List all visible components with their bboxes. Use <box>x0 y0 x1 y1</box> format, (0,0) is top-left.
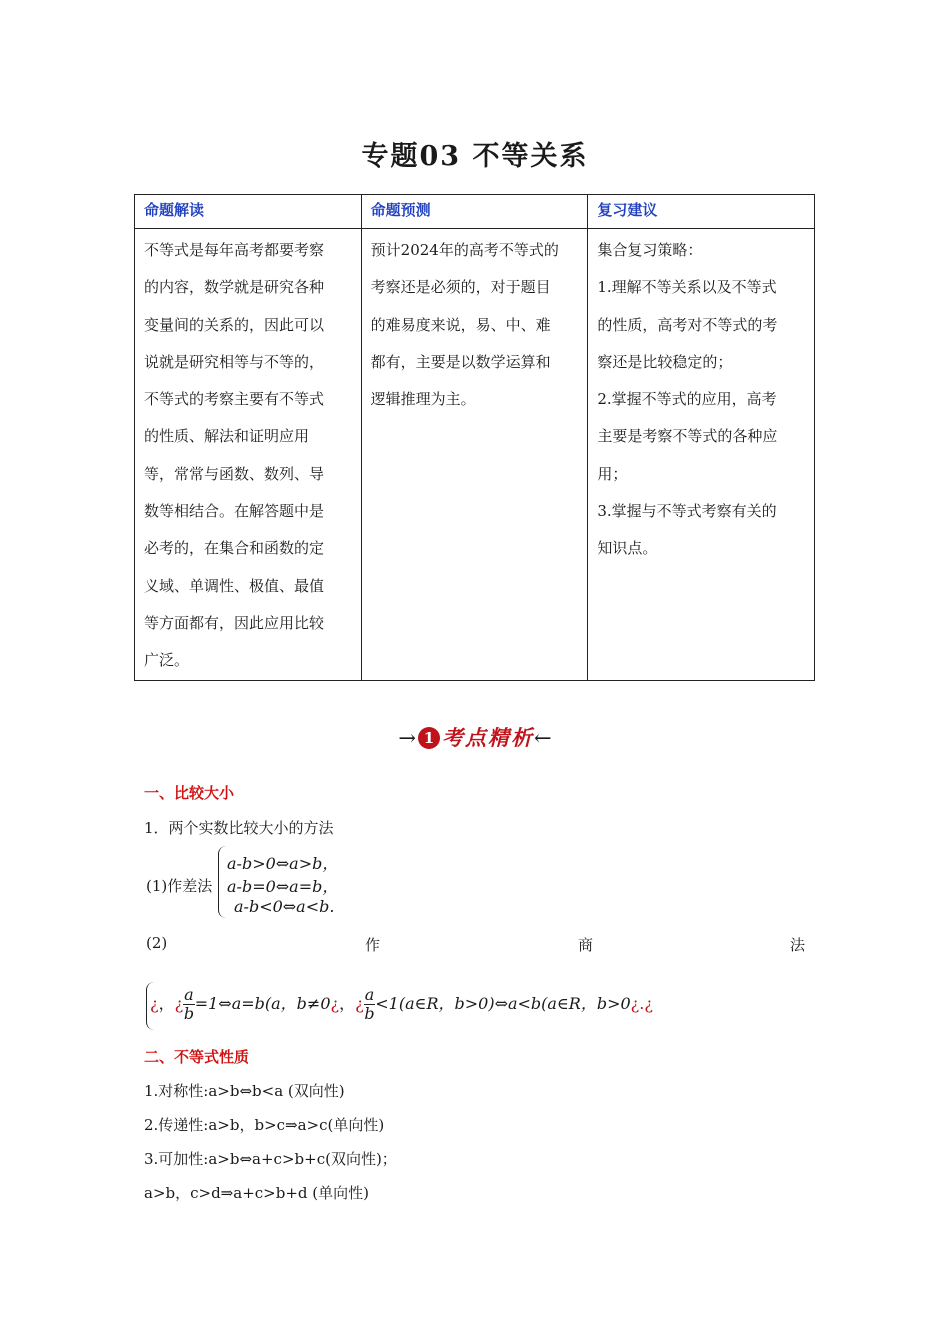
quotient-label-part: 法 <box>790 936 806 954</box>
cell-line: 的难易度来说，易、中、难 <box>370 315 551 334</box>
left-arrow-icon: ← <box>534 726 552 750</box>
cell-line: 不等式的考察主要有不等式 <box>144 390 325 409</box>
cell-line: 集合复习策略： <box>597 241 703 259</box>
cell-line: 用； <box>597 464 628 483</box>
header-review-advice: 复习建议 <box>588 195 815 229</box>
cell-interpretation <box>135 229 362 681</box>
difference-case-1 <box>227 851 338 874</box>
page-title: 专题03 不等关系 <box>361 141 589 172</box>
formula-text: a-b<0⇔a<b. <box>234 897 335 916</box>
overview-table <box>134 194 815 681</box>
cell-line: 的性质、解法和证明应用 <box>144 427 310 446</box>
property-symmetry: 1.对称性:a>b⇔b<a (双向性) <box>144 1082 345 1100</box>
difference-method-label: (1)作差法 <box>146 877 213 895</box>
cell-line: 察还是比较稳定的； <box>597 352 733 371</box>
cell-line: 等方面都有，因此应用比较 <box>144 613 325 632</box>
fraction-denominator: b <box>183 1004 195 1023</box>
cell-review-advice <box>588 229 815 681</box>
formula-end: .¿ <box>639 994 653 1013</box>
cell-prediction <box>361 229 588 681</box>
difference-case-3 <box>234 897 334 916</box>
cell-line: 都有，主要是以数学运算和 <box>370 352 551 371</box>
cell-line: 3.掌握与不等式考察有关的 <box>597 502 777 521</box>
number-badge: 1 <box>418 727 440 749</box>
quotient-label-part: (2) <box>146 934 168 952</box>
cell-line: 必考的，在集合和函数的定 <box>144 539 325 558</box>
fraction-numerator: a <box>184 985 194 1004</box>
cell-line: 预计2024年的高考不等式的 <box>370 241 559 259</box>
formula-text: =1⇔a=b(a，b≠0 <box>194 994 331 1013</box>
formula-text: a-b>0⇔a>b， <box>227 854 339 873</box>
difference-case-2 <box>227 874 338 897</box>
placeholder-glyph: ¿ <box>630 994 640 1013</box>
cell-line: 知识点。 <box>597 539 658 558</box>
method-intro: 1．两个实数比较大小的方法 <box>144 819 334 837</box>
quotient-label-part: 商 <box>578 936 594 954</box>
cell-line: 考察还是必须的，对于题目 <box>370 278 551 297</box>
cell-line: 2.掌握不等式的应用，高考 <box>597 390 777 409</box>
separator: ， <box>158 994 175 1013</box>
cell-line: 数等相结合。在解答题中是 <box>144 502 325 521</box>
cell-line: 不等式是每年高考都要考察 <box>144 241 325 259</box>
property-additivity: 3.可加性:a>b⇔a+c>b+c(双向性)； <box>144 1150 397 1168</box>
quotient-label-part: 作 <box>365 936 381 954</box>
cell-line: 逻辑推理为主。 <box>370 390 476 409</box>
header-interpretation: 命题解读 <box>135 195 362 229</box>
section-heading-properties: 二、不等式性质 <box>144 1048 250 1066</box>
cell-line: 1.理解不等关系以及不等式 <box>597 278 777 297</box>
formula-text: <1(a∈R，b>0)⇔a<b(a∈R，b>0 <box>375 994 631 1013</box>
placeholder-glyph: ¿ <box>330 994 340 1013</box>
fraction <box>183 986 195 1023</box>
quotient-formula <box>150 986 653 1023</box>
property-transitivity: 2.传递性:a>b，b>c⇒a>c(单向性) <box>144 1116 385 1134</box>
placeholder-glyph: ¿ <box>174 994 184 1013</box>
cell-line: 的性质，高考对不等式的考 <box>597 315 778 334</box>
right-arrow-icon: → <box>398 726 416 750</box>
fraction <box>364 986 376 1023</box>
property-additivity-2: a>b，c>d⇒a+c>b+d (单向性) <box>144 1184 369 1202</box>
header-prediction: 命题预测 <box>361 195 588 229</box>
cell-line: 义域、单调性、极值、最值 <box>144 576 325 595</box>
cell-line: 主要是考察不等式的各种应 <box>597 427 778 446</box>
section-banner <box>0 722 950 752</box>
fraction-denominator: b <box>364 1004 375 1023</box>
separator: ， <box>339 994 356 1013</box>
section-heading-compare: 一、比较大小 <box>144 784 235 802</box>
formula-text: a-b=0⇔a=b， <box>227 877 339 896</box>
banner-text: 考点精析 <box>442 725 534 750</box>
cell-line: 说就是研究相等与不等的， <box>144 352 325 371</box>
cell-line: 变量间的关系的，因此可以 <box>144 315 325 334</box>
placeholder-glyph: ¿ <box>150 994 159 1013</box>
cell-line: 等，常常与函数、数列、导 <box>144 464 325 483</box>
cell-line: 的内容，数学就是研究各种 <box>144 278 325 297</box>
cell-line: 广泛。 <box>144 651 190 670</box>
placeholder-glyph: ¿ <box>355 994 364 1013</box>
fraction-numerator: a <box>364 985 375 1004</box>
